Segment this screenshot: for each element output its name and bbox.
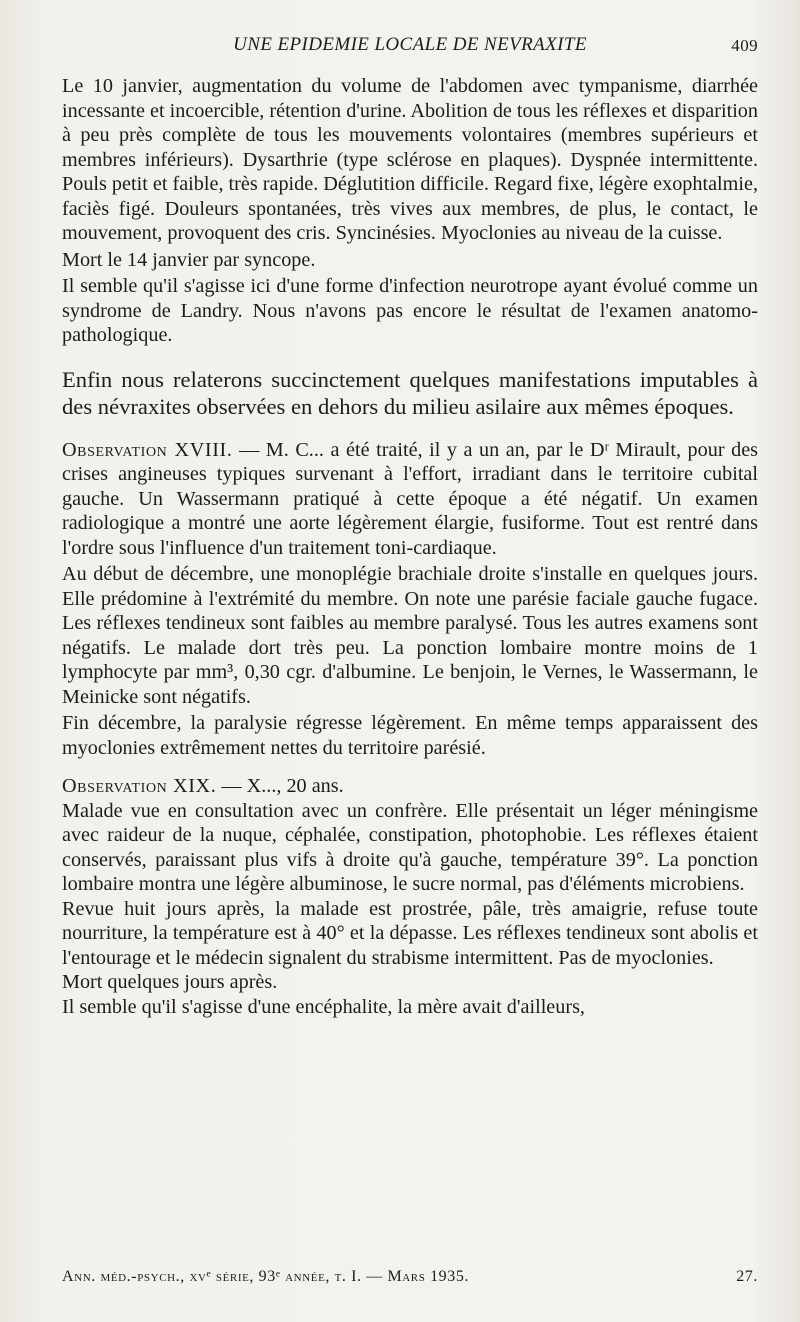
- page-body: [62, 74, 758, 1019]
- paragraph-intro-cases: Enfin nous relaterons succinctement quelques manifestations imputables à des névraxites observées en dehors du milieu asilaire aux mêmes époques.: [62, 366, 758, 419]
- observation-xviii-heading: Observation XVIII.: [62, 438, 233, 461]
- observation-xix-text: — X..., 20 ans.: [221, 775, 344, 797]
- paragraph-jan-10: Le 10 janvier, augmentation du volume de l'abdomen avec tympanisme, diarrhée incessante et incoercible, rétention d'urine. Abolition de tous les réflexes et disparition à peu près complète de tous les mouvements volontaires (membres supérieurs et membres inférieurs). Dysarthrie (type sclérose en plaques). Dyspnée intermittente. Pouls petit et faible, très rapide. Déglutition difficile. Regard fixe, légère exophtalmie, faciès figé. Douleurs spontanées, très vives aux membres, de plus, le contact, le mouvement, provoquent des cris. Syncinésies. Myoclonies au niveau de la cuisse.: [62, 75, 758, 244]
- observation-xix-heading: Observation XIX.: [62, 775, 217, 797]
- observation-xviii-text: — M. C... a été traité, il y a un an, par le Dʳ Mirault, pour des crises angineuses typiques survenant à l'effort, irradiant dans le territoire cubital gauche. Un Wassermann pratiqué à cette époque a été négatif. Un examen radiologique a montré une aorte légèrement élargie, fusiforme. Tout est rentré dans l'ordre sous l'influence d'un traitement toni-cardiaque.: [62, 438, 759, 559]
- running-title: UNE EPIDEMIE LOCALE DE NEVRAXITE: [233, 34, 587, 55]
- page-number: 409: [731, 36, 758, 55]
- paragraph-review: Revue huit jours après, la malade est prostrée, pâle, très amaigrie, refuse toute nourriture, la température est à 40° et la dépasse. Les réflexes tendineux sont abolis et l'entourage et le médecin signalent du strabisme intermittent. Pas de myoclonies.: [62, 897, 758, 969]
- paragraph-encephalitis: Il semble qu'il s'agisse d'une encéphalite, la mère avait d'ailleurs,: [62, 995, 585, 1018]
- journal-reference: Ann. méd.-psych., xvᵉ série, 93ᵉ année, t. I. — Mars 1935.: [62, 1268, 470, 1285]
- paragraph-end-december: Fin décembre, la paralysie régresse légèrement. En même temps apparaissent des myoclonies extrêmement nettes du territoire parésié.: [62, 712, 758, 759]
- paragraph-obs-xviii: [62, 438, 758, 561]
- paragraph-death: Mort le 14 janvier par syncope.: [62, 248, 316, 271]
- paragraph-december: Au début de décembre, une monoplégie brachiale droite s'installe en quelques jours. Elle prédomine à l'extrémité du membre. On note une parésie faciale gauche fugace. Les réflexes tendineux sont faibles au membre paralysé. Tous les autres examens sont négatifs. Le malade dort très peu. La ponction lombaire montre moins de 1 lymphocyte par mm³, 0,30 cgr. d'albumine. Le benjoin, le Vernes, le Wassermann, le Meinicke sont négatifs.: [62, 563, 758, 708]
- paragraph-death-xix: Mort quelques jours après.: [62, 971, 278, 993]
- sheet-number: 27.: [736, 1268, 758, 1285]
- paragraph-obs-xix: [62, 774, 758, 799]
- page-header: [62, 34, 758, 58]
- paragraph-consultation: Malade vue en consultation avec un confrère. Elle présentait un léger méningisme avec raideur de la nuque, céphalée, constipation, photophobie. Les réflexes étaient conservés, paraissant plus vifs à droite qu'à gauche, température 39°. La ponction lombaire montra une légère albuminose, le sucre normal, pas d'éléments microbiens.: [62, 799, 758, 895]
- paragraph-landry: Il semble qu'il s'agisse ici d'une forme d'infection neurotrope ayant évolué comme un syndrome de Landry. Nous n'avons pas encore le résultat de l'examen anatomo-pathologique.: [62, 275, 758, 346]
